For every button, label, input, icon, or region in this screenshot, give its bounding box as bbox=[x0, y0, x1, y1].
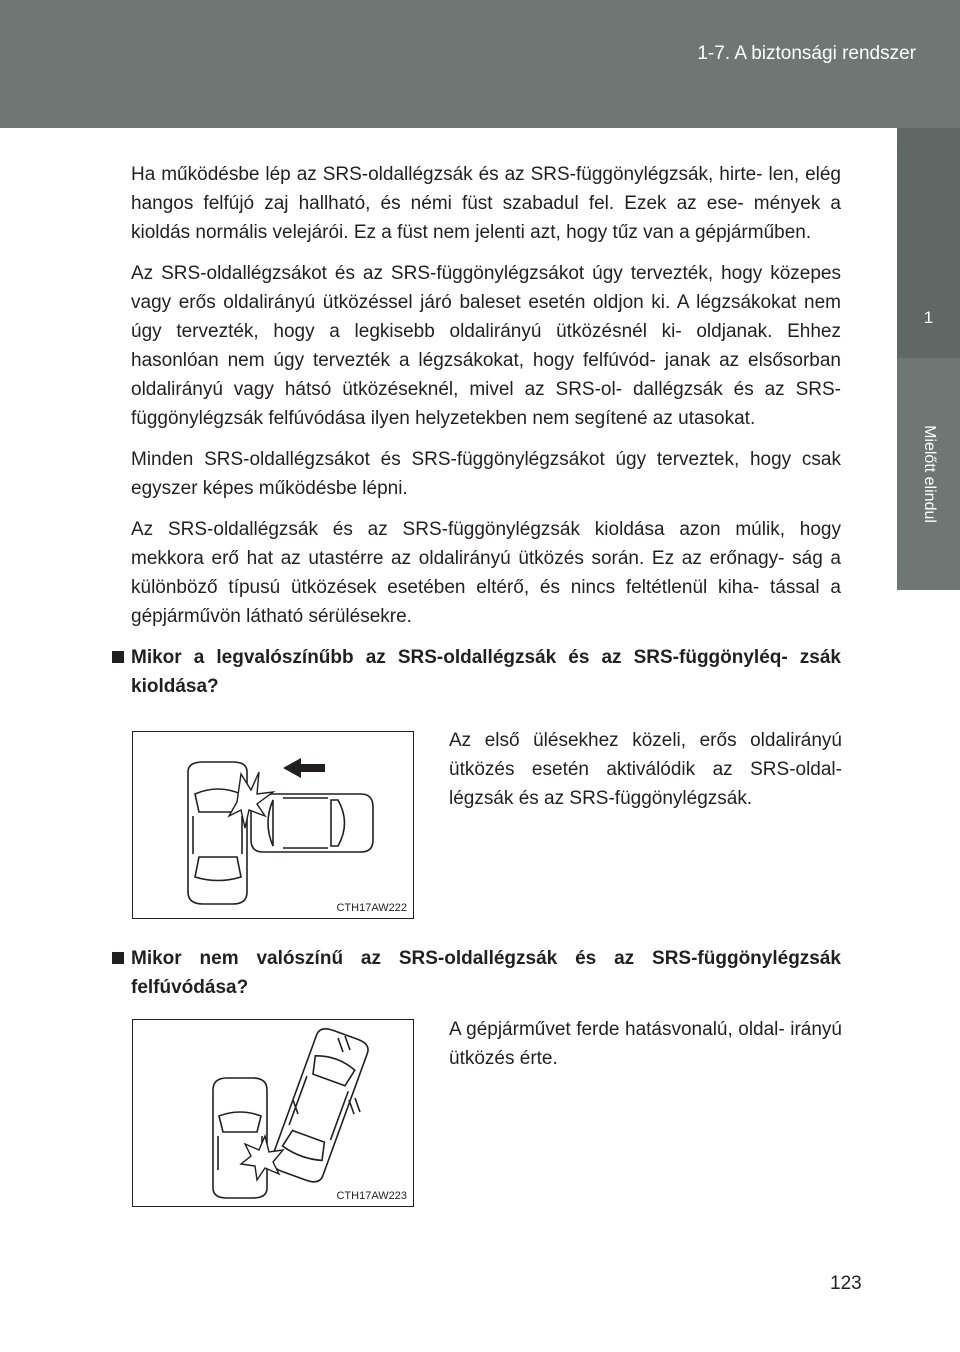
page-header bbox=[0, 0, 960, 128]
section-title: 1-7. A biztonsági rendszer bbox=[697, 43, 916, 64]
chapter-label: Mielőtt elindul bbox=[920, 425, 938, 523]
chapter-tab bbox=[897, 128, 960, 358]
side-impact-illustration bbox=[133, 732, 415, 920]
figure-code: CTH17AW223 bbox=[336, 1190, 407, 1202]
section-heading bbox=[131, 944, 841, 1002]
figure-caption: A gépjárművet ferde hatásvonalú, oldal- irányú ütközés érte. bbox=[449, 1019, 842, 1069]
square-bullet-icon bbox=[112, 952, 124, 964]
section-heading-text: Mikor nem valószínű az SRS-oldallégzsák és az SRS-függönylégzsák felfúvódása? bbox=[131, 948, 841, 998]
oblique-impact-figure bbox=[132, 1019, 414, 1207]
paragraph: Az SRS-oldallégzsákot és az SRS-függönylégzsákot úgy tervezték, hogy közepes vagy erős oldalirányú ütközéssel járó baleset esetén oldjon ki. A légzsákokat nem úgy tervezték, hogy a legkisebb oldalirányú ütközésnél ki- oldjanak. Ehhez hasonlóan nem úgy tervezték a légzsákokat, hogy felfúvód- janak az elsősorban oldalirányú vagy hátsó ütközéseknél, mivel az SRS-ol- dallégzsák és az SRS-függönylégzsák felfúvódása ilyen helyzetekben nem segítené az utasokat. bbox=[131, 263, 841, 429]
paragraph: Minden SRS-oldallégzsákot és SRS-függönylégzsákot úgy terveztek, hogy csak egyszer képes működésbe lépni. bbox=[131, 449, 841, 499]
figure-caption: Az első ülésekhez közeli, erős oldalirányú ütközés esetén aktiválódik az SRS-oldal- légzsák és az SRS-függönylégzsák. bbox=[449, 730, 842, 809]
figure-code: CTH17AW222 bbox=[336, 902, 407, 914]
paragraph: Az SRS-oldallégzsák és az SRS-függönylégzsák kioldása azon múlik, hogy mekkora erő hat az utastérre az oldalirányú ütközés során. Ez az erőnagy- ság a különböző típusú ütközések esetében eltérő, és nincs feltétlenül kiha- tással a gépjárművön látható sérülésekre. bbox=[131, 519, 841, 627]
section-heading bbox=[131, 643, 841, 701]
paragraph: Ha működésbe lép az SRS-oldallégzsák és az SRS-függönylégzsák, hirte- len, elég hangos felfújó zaj hallható, és némi füst szabadul fel. Ezek az ese- mények a kioldás normális velejárói. Ez a füst nem jelenti azt, hogy tűz van a gépjárműben. bbox=[131, 164, 841, 243]
side-impact-figure bbox=[132, 731, 414, 919]
chapter-number: 1 bbox=[923, 308, 934, 327]
oblique-impact-illustration bbox=[133, 1020, 415, 1208]
main-content bbox=[131, 160, 841, 701]
section-heading-text: Mikor a legvalószínűbb az SRS-oldallégzsák és az SRS-függönyléq- zsák kioldása? bbox=[131, 647, 841, 697]
square-bullet-icon bbox=[112, 651, 124, 663]
page-number: 123 bbox=[830, 1273, 862, 1294]
